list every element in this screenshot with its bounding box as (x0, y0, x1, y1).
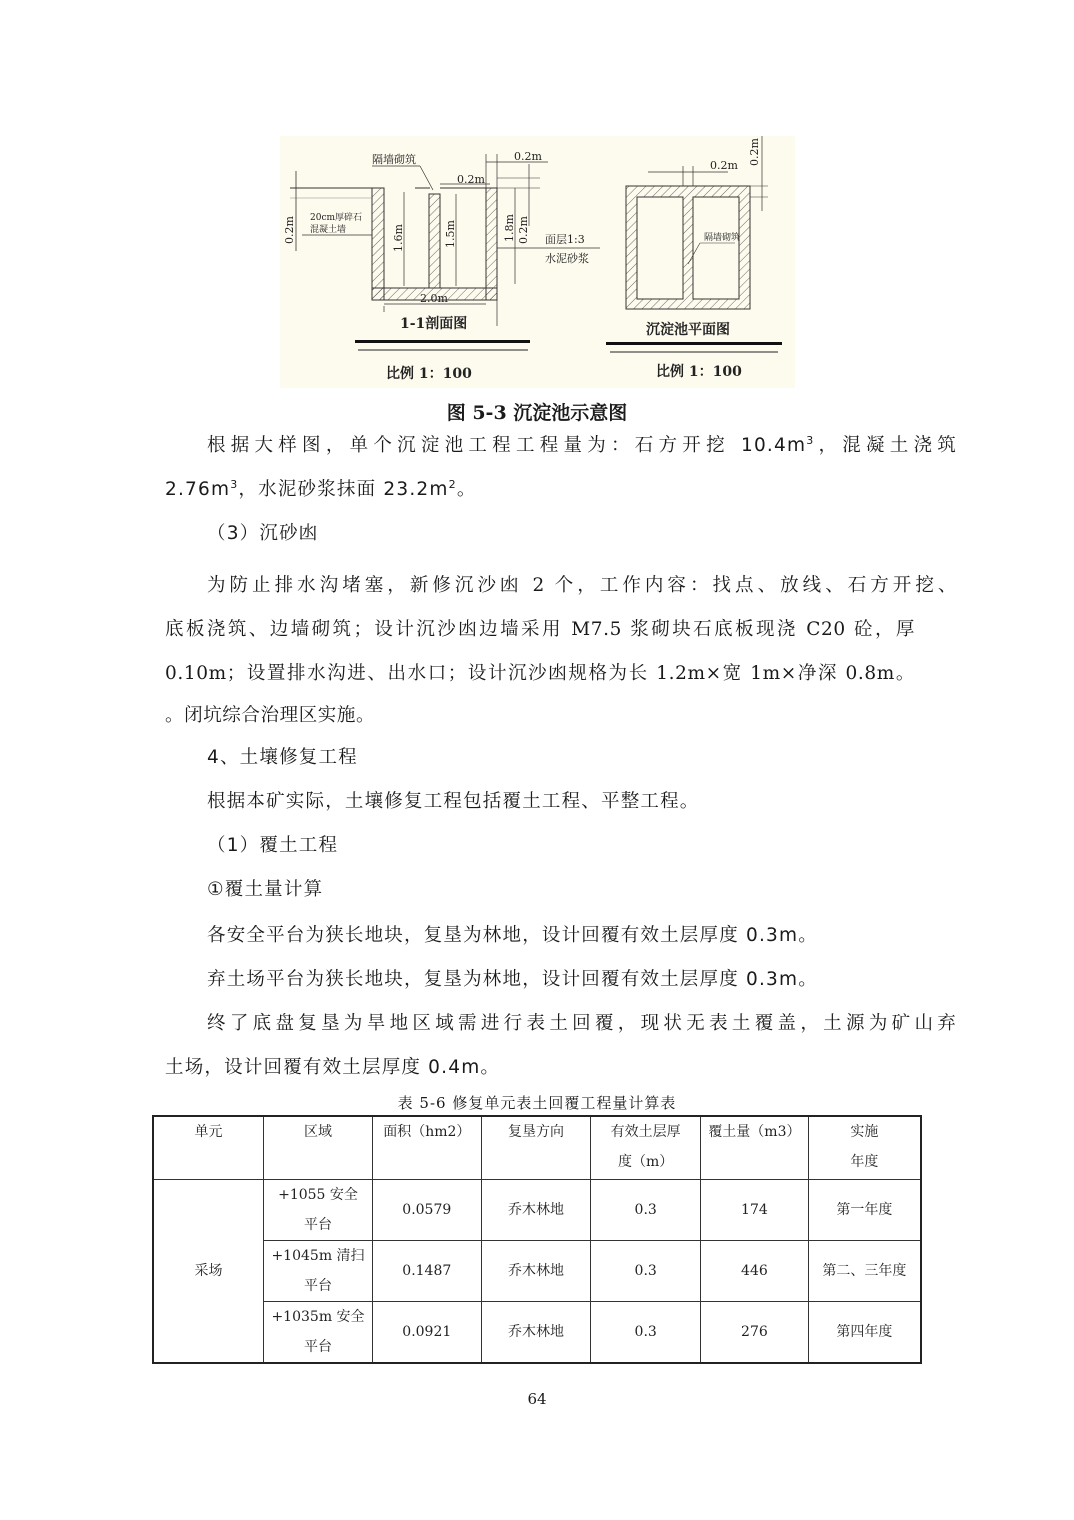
text: 。 (456, 479, 477, 500)
header-unit: 单元 (153, 1116, 264, 1180)
cell-area: 0.0579 (372, 1180, 481, 1241)
plan-view-scale: 比例 1：100 (656, 364, 742, 380)
cell-volume: 276 (701, 1302, 809, 1364)
text: 根据大样图，单个沉淀池工程工程量为：石方开挖 10.4m (207, 435, 807, 456)
cell-year: 第一年度 (808, 1180, 921, 1241)
cell-region (264, 1241, 373, 1302)
cell-unit: 采场 (153, 1180, 264, 1364)
dim-right-height: 1.8m (503, 214, 516, 242)
paragraph-soil-restoration: 根据本矿实际，土壤修复工程包括覆土工程、平整工程。 (207, 791, 700, 812)
settling-tank-figure (280, 136, 795, 388)
cell-region (264, 1302, 373, 1364)
heading-sand-trap: （3）沉砂凼 (207, 523, 319, 544)
header-area: 面积（hm2） (372, 1116, 481, 1180)
header-region: 区域 (264, 1116, 373, 1180)
header-year-line1: 实施 (850, 1124, 879, 1140)
cell-region-line1: +1035m 安全 (271, 1309, 365, 1325)
paragraph-sand-trap-line1: 为防止排水沟堵塞，新修沉沙凼 2 个，工作内容：找点、放线、石方开挖、 (207, 575, 957, 596)
paragraph-dump-platform: 弃土场平台为狭长地块，复垦为林地，设计回覆有效土层厚度 0.3m。 (207, 969, 818, 990)
cell-year: 第四年度 (808, 1302, 921, 1364)
header-direction: 复垦方向 (481, 1116, 591, 1180)
section-view-scale: 比例 1：100 (386, 366, 472, 382)
cell-area: 0.0921 (372, 1302, 481, 1364)
page-number: 64 (527, 1390, 547, 1408)
header-thickness-line1: 有效土层厚 (610, 1124, 681, 1140)
heading-soil-restoration: 4、土壤修复工程 (207, 747, 358, 768)
plan-dim-partition: 0.2m (710, 159, 738, 172)
paragraph-safety-platform: 各安全平台为狭长地块，复垦为林地，设计回覆有效土层厚度 0.3m。 (207, 925, 818, 946)
cell-region-line1: +1055 安全 (278, 1187, 358, 1203)
dim-width: 2.0m (420, 292, 448, 305)
cell-volume: 446 (701, 1241, 809, 1302)
cell-region-line2: 平台 (304, 1217, 332, 1233)
cell-thickness: 0.3 (591, 1241, 701, 1302)
cell-year: 第二、三年度 (808, 1241, 921, 1302)
header-thickness-line2: 度（m） (618, 1154, 674, 1170)
paragraph-sand-trap-line2: 底板浇筑、边墙砌筑；设计沉沙凼边墙采用 M7.5 浆砌块石底板现浇 C20 砼，厚 (165, 619, 915, 640)
plan-label-partition: 隔墙砌筑 (704, 233, 741, 243)
label-partition-wall: 隔墙砌筑 (372, 153, 416, 166)
paragraph-quantities-line2 (165, 468, 915, 512)
section-view (283, 150, 600, 382)
header-year (808, 1116, 921, 1180)
heading-soil-calculation: ①覆土量计算 (207, 879, 324, 900)
left-wall (372, 188, 384, 300)
cell-direction: 乔木林地 (481, 1180, 591, 1241)
paragraph-sand-trap-line4: 。闭坑综合治理区实施。 (165, 705, 376, 726)
section-view-title: 1-1剖面图 (400, 316, 468, 332)
text: 2.76m (165, 479, 231, 500)
superscript: 3 (806, 433, 815, 447)
table-row (153, 1180, 921, 1241)
dim-left-height: 0.2m (283, 216, 296, 244)
table-header-row (153, 1116, 921, 1180)
table-caption: 表 5-6 修复单元表土回覆工程量计算表 (397, 1094, 677, 1112)
header-volume: 覆土量（m3） (701, 1116, 809, 1180)
cell-thickness: 0.3 (591, 1180, 701, 1241)
heading-soil-cover: （1）覆土工程 (207, 835, 339, 856)
table-row (153, 1241, 921, 1302)
cell-region (264, 1180, 373, 1241)
partition-wall (429, 194, 440, 288)
figure-caption: 图 5-3 沉淀池示意图 (446, 402, 628, 424)
paragraph-final-floor-line2: 土场，设计回覆有效土层厚度 0.4m。 (165, 1057, 501, 1078)
paragraph-final-floor-line1: 终了底盘复垦为旱地区域需进行表土回覆，现状无表土覆盖，土源为矿山弃 (207, 1013, 957, 1034)
table-row (153, 1302, 921, 1364)
dim-partition-height: 1.5m (444, 220, 457, 248)
dim-top-wall: 0.2m (514, 150, 542, 163)
cell-volume: 174 (701, 1180, 809, 1241)
cell-region-line2: 平台 (304, 1339, 332, 1355)
superscript: 2 (448, 477, 457, 491)
header-year-line2: 年度 (850, 1154, 879, 1170)
dim-partition-thickness: 0.2m (457, 173, 485, 186)
soil-cover-table (152, 1115, 922, 1364)
plan-view (606, 136, 782, 380)
text: ，水泥砂浆抹面 23.2m (238, 479, 449, 500)
label-wall-material-1: 20cm厚碎石 (310, 213, 363, 223)
paragraph-sand-trap-line3: 0.10m；设置排水沟进、出水口；设计沉沙凼规格为长 1.2m×宽 1m×净深 0.8m。 (165, 663, 915, 684)
superscript: 3 (230, 477, 239, 491)
label-surface-1: 面层1:3 (545, 233, 585, 246)
settling-tank-drawing (280, 136, 795, 388)
label-wall-material-2: 混凝土墙 (310, 225, 347, 235)
cell-region-line1: +1045m 清扫 (271, 1248, 365, 1264)
paragraph-quantities-line1 (165, 424, 957, 468)
dim-inner-height: 1.6m (392, 224, 405, 252)
plan-view-title: 沉淀池平面图 (646, 322, 730, 338)
text: ，混凝土浇筑 (814, 435, 957, 456)
cell-thickness: 0.3 (591, 1302, 701, 1364)
cell-direction: 乔木林地 (481, 1302, 591, 1364)
cell-direction: 乔木林地 (481, 1241, 591, 1302)
plan-dim-wall: 0.2m (748, 138, 761, 166)
right-wall (486, 188, 497, 300)
cell-region-line2: 平台 (304, 1278, 332, 1294)
header-thickness (591, 1116, 701, 1180)
label-surface-2: 水泥砂浆 (545, 252, 589, 265)
dim-right-top: 0.2m (517, 216, 530, 244)
cell-area: 0.1487 (372, 1241, 481, 1302)
